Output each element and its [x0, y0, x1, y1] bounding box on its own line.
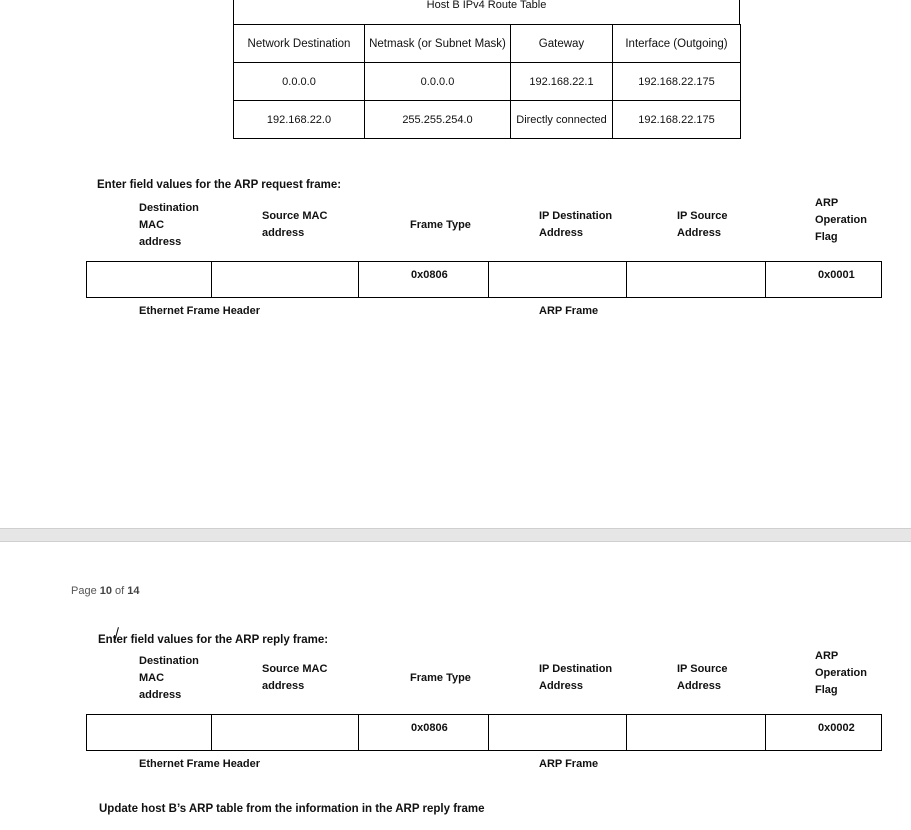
col-label-line: address — [139, 689, 182, 701]
table-row — [87, 715, 882, 751]
route-table-header: Network Destination — [234, 25, 365, 63]
col-label-line: address — [139, 236, 182, 248]
arp-frame-label: ARP Frame — [539, 758, 599, 770]
col-source-mac — [262, 208, 327, 242]
page-number-of: of — [112, 585, 128, 597]
col-label-line: Address — [677, 227, 722, 239]
route-table-cell: 192.168.22.0 — [234, 101, 365, 139]
table-row — [234, 63, 741, 101]
page-break-gap — [0, 528, 911, 542]
arp-reply-frame-table — [86, 714, 882, 751]
col-ip-source — [677, 208, 728, 242]
ip-destination-field[interactable] — [489, 715, 627, 751]
col-label-line: Destination — [139, 202, 199, 214]
col-label-line: Flag — [815, 231, 838, 243]
arp-reply-prompt: Enter field values for the ARP reply frame: — [98, 634, 329, 646]
route-table-header: Interface (Outgoing) — [613, 25, 741, 63]
col-label-line: Flag — [815, 684, 838, 696]
col-ip-source — [677, 661, 728, 695]
col-label-line: Address — [539, 227, 584, 239]
route-table-cell: 255.255.254.0 — [365, 101, 511, 139]
col-frame-type: Frame Type — [410, 672, 471, 684]
route-table-header: Gateway — [511, 25, 613, 63]
frame-type-cell — [359, 715, 489, 751]
frame-type-value: 0x0806 — [411, 269, 448, 281]
frame-type-value: 0x0806 — [411, 722, 448, 734]
source-mac-field[interactable] — [212, 715, 359, 751]
col-label-line: Operation — [815, 214, 867, 226]
ethernet-frame-header-label: Ethernet Frame Header — [139, 305, 261, 317]
arp-flag-cell — [766, 715, 882, 751]
page-number-prefix: Page — [71, 585, 100, 597]
source-mac-field[interactable] — [212, 262, 359, 298]
route-table-cell: 0.0.0.0 — [365, 63, 511, 101]
arp-frame-label: ARP Frame — [539, 305, 599, 317]
ip-destination-field[interactable] — [489, 262, 627, 298]
col-label-line: ARP — [815, 197, 839, 209]
ip-source-field[interactable] — [627, 262, 766, 298]
ip-source-field[interactable] — [627, 715, 766, 751]
col-arp-operation-flag — [815, 648, 867, 699]
arp-request-prompt: Enter field values for the ARP request frame: — [97, 179, 342, 191]
arp-flag-cell — [766, 262, 882, 298]
col-label-line: address — [262, 227, 305, 239]
page-number-current: 10 — [99, 585, 112, 597]
col-label-line: ARP — [815, 650, 839, 662]
col-label-line: Source MAC — [262, 210, 328, 222]
col-label-line: Destination — [139, 655, 199, 667]
route-table-header-row — [234, 25, 741, 63]
col-label-line: MAC — [139, 672, 165, 684]
table-row — [234, 101, 741, 139]
table-row — [87, 262, 882, 298]
page-number-total: 14 — [127, 585, 140, 597]
col-label-line: Operation — [815, 667, 867, 679]
col-label-line: address — [262, 680, 305, 692]
col-label-line: IP Source — [677, 210, 728, 222]
dest-mac-field[interactable] — [87, 715, 212, 751]
arp-flag-value: 0x0001 — [818, 269, 855, 281]
ethernet-frame-header-label: Ethernet Frame Header — [139, 758, 261, 770]
col-source-mac — [262, 661, 327, 695]
col-label-line: Source MAC — [262, 663, 328, 675]
page-number — [71, 585, 140, 597]
arp-request-frame-table — [86, 261, 882, 298]
route-table-cell: Directly connected — [511, 101, 613, 139]
col-label-line: MAC — [139, 219, 165, 231]
route-table-cell: 192.168.22.175 — [613, 63, 741, 101]
route-table-cell: 0.0.0.0 — [234, 63, 365, 101]
update-arp-table-instruction: Update host B’s ARP table from the information in the ARP reply frame — [99, 803, 485, 815]
route-table-cell: 192.168.22.1 — [511, 63, 613, 101]
col-frame-type: Frame Type — [410, 219, 471, 231]
arp-flag-value: 0x0002 — [818, 722, 855, 734]
col-destination-mac — [139, 653, 199, 704]
route-table-header: Netmask (or Subnet Mask) — [365, 25, 511, 63]
col-label-line: IP Source — [677, 663, 728, 675]
route-table — [233, 24, 741, 139]
col-destination-mac — [139, 200, 199, 251]
route-table-title: Host B IPv4 Route Table — [426, 0, 547, 11]
col-label-line: IP Destination — [539, 210, 613, 222]
col-label-line: Address — [677, 680, 722, 692]
col-ip-destination — [539, 661, 612, 695]
frame-type-cell — [359, 262, 489, 298]
col-arp-operation-flag — [815, 195, 867, 246]
dest-mac-field[interactable] — [87, 262, 212, 298]
col-ip-destination — [539, 208, 612, 242]
route-table-cell: 192.168.22.175 — [613, 101, 741, 139]
col-label-line: Address — [539, 680, 584, 692]
col-label-line: IP Destination — [539, 663, 613, 675]
